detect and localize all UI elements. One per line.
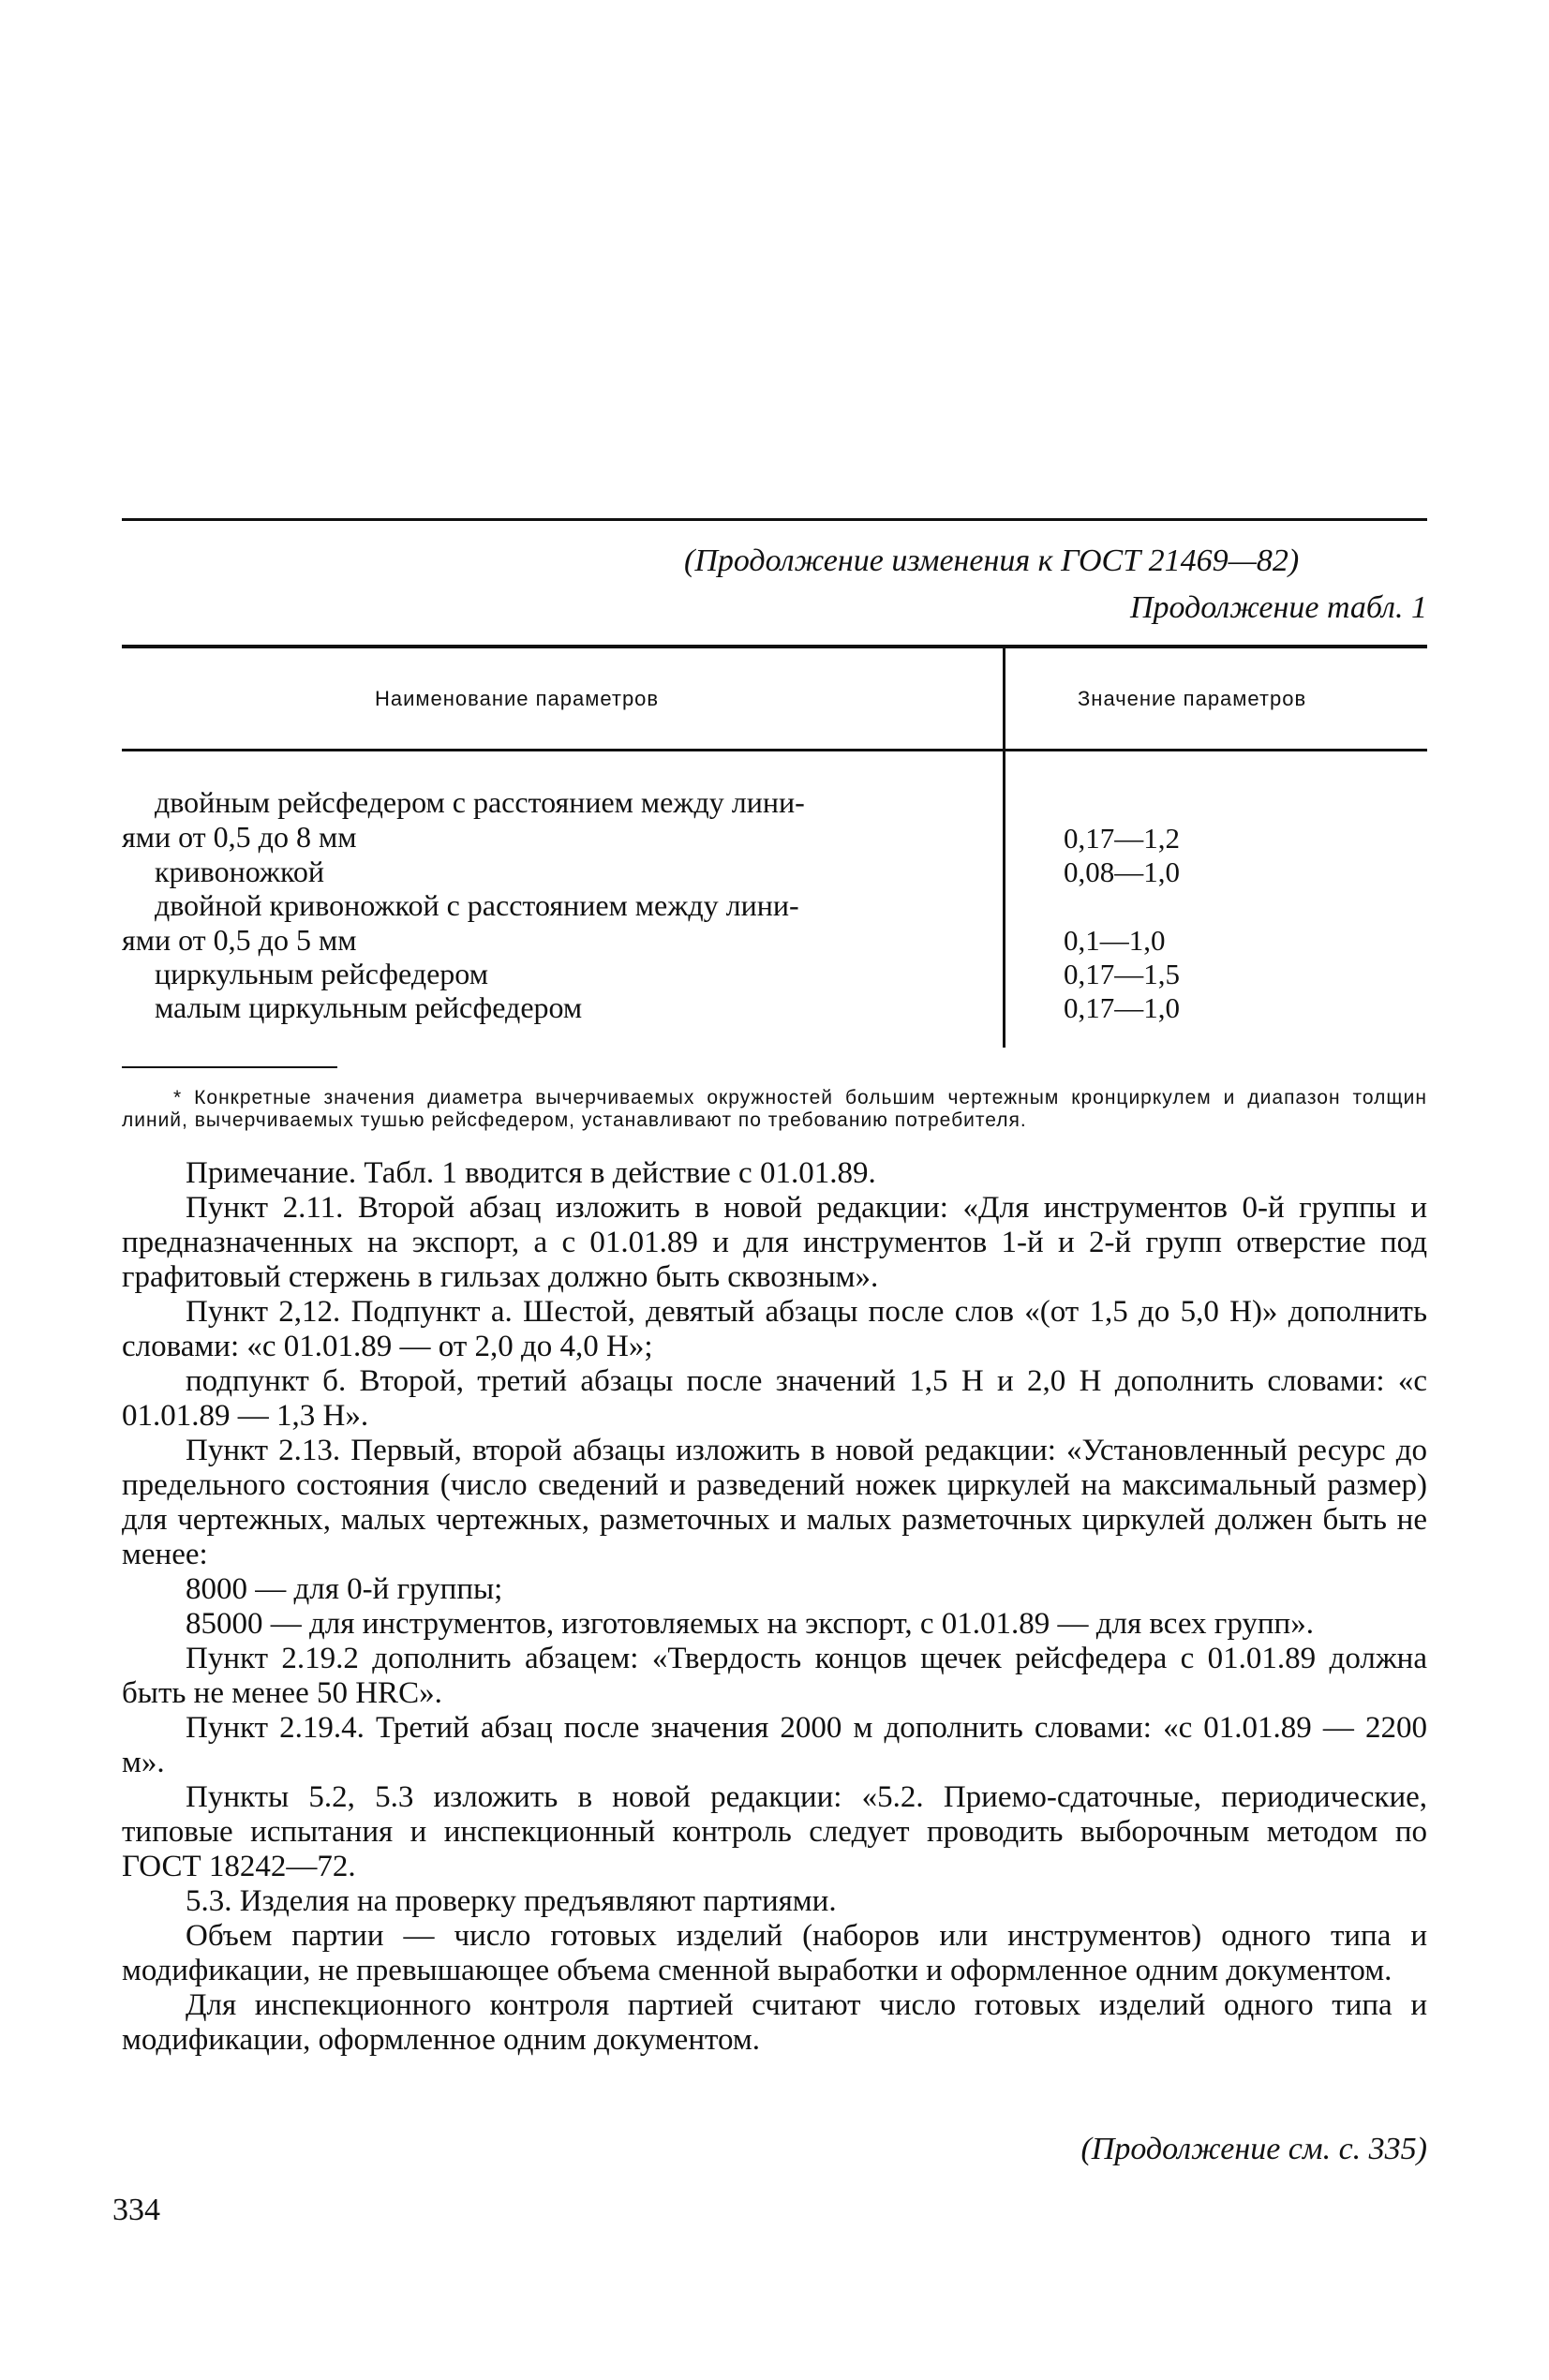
row-label-line: циркульным рейсфедером bbox=[155, 957, 488, 990]
paragraph: подпункт б. Второй, третий абзацы после значений 1,5 Н и 2,0 Н дополнить словами: «с 01.01.89 — 1,3 Н». bbox=[122, 1364, 1427, 1433]
paragraph: 5.3. Изделия на проверку предъявляют партиями. bbox=[186, 1884, 837, 1918]
table-row bbox=[155, 888, 799, 923]
footnote: * Конкретные значения диаметра вычерчиваемых окружностей большим чертежным кронциркулем и диапазон толщин линий, вычерчиваемых тушью рейсфедером, устанавливают по требованию потребителя. bbox=[122, 1087, 1427, 1131]
paragraph: 85000 — для инструментов, изготовляемых на экспорт, с 01.01.89 — для всех групп». bbox=[186, 1607, 1314, 1641]
paragraph: 8000 — для 0-й группы; bbox=[186, 1572, 503, 1606]
table-column-divider bbox=[1003, 647, 1005, 1048]
paragraph: Пункт 2,12. Подпункт а. Шестой, девятый абзацы после слов «(от 1,5 до 5,0 Н)» дополнить словами: «с 01.01.89 — от 2,0 до 4,0 Н»; bbox=[122, 1295, 1427, 1363]
amendment-continuation-header: (Продолжение изменения к ГОСТ 21469—82) bbox=[684, 543, 1300, 578]
paragraph: Пункт 2.13. Первый, второй абзацы изложить в новой редакции: «Установленный ресурс до предельного состояния (число сведений и разведений ножек циркулей на максимальный размер) для чертежных, малых чертежных, разметочных и малых разметочных циркулей должен быть не менее: bbox=[122, 1434, 1427, 1571]
page-number: 334 bbox=[112, 2193, 160, 2227]
table-row bbox=[155, 855, 324, 889]
row-value: 0,17—1,2 bbox=[1064, 822, 1180, 855]
row-label-line: двойным рейсфедером с расстоянием между лини- bbox=[155, 785, 805, 819]
top-rule bbox=[122, 518, 1427, 521]
row-label-line: ями от 0,5 до 5 мм bbox=[122, 923, 357, 957]
amendment-body bbox=[122, 1156, 1427, 2058]
paragraph: Пункты 5.2, 5.3 изложить в новой редакции: «5.2. Приемо-сдаточные, периодические, типовые испытания и инспекционный контроль следует проводить выборочным методом по ГОСТ 18242—72. bbox=[122, 1780, 1427, 1883]
row-label-line: ями от 0,5 до 8 мм bbox=[122, 820, 357, 854]
row-value: 0,17—1,0 bbox=[1064, 991, 1180, 1024]
column-header-name: Наименование параметров bbox=[375, 687, 660, 710]
paragraph: Объем партии — число готовых изделий (наборов или инструментов) одного типа и модификации, не превышающее объема сменной выработки и оформленное одним документом. bbox=[122, 1919, 1427, 1987]
table-row bbox=[155, 957, 488, 991]
table-row bbox=[155, 990, 582, 1025]
paragraph: Пункт 2.19.2 дополнить абзацем: «Твердость концов щечек рейсфедера с 01.01.89 должна быть не менее 50 HRC». bbox=[122, 1642, 1427, 1710]
note-paragraph: Примечание. Табл. 1 вводится в действие с 01.01.89. bbox=[186, 1156, 876, 1190]
footnote-rule bbox=[122, 1066, 337, 1068]
table-header-rule bbox=[122, 749, 1427, 751]
row-value: 0,1—1,0 bbox=[1064, 924, 1166, 957]
row-label-line: малым циркульным рейсфедером bbox=[155, 990, 583, 1024]
table-top-rule bbox=[122, 645, 1427, 648]
table-row-continuation bbox=[122, 820, 356, 855]
column-header-value: Значение параметров bbox=[1078, 687, 1307, 710]
paragraph: Пункт 2.19.4. Третий абзац после значения 2000 м дополнить словами: «с 01.01.89 — 2200 м». bbox=[122, 1711, 1427, 1779]
table-row-continuation bbox=[122, 923, 356, 958]
table-continuation-label: Продолжение табл. 1 bbox=[1129, 590, 1427, 625]
row-value: 0,17—1,5 bbox=[1064, 958, 1180, 990]
row-value: 0,08—1,0 bbox=[1064, 855, 1180, 888]
row-label-line: кривоножкой bbox=[155, 855, 325, 888]
paragraph: Пункт 2.11. Второй абзац изложить в новой редакции: «Для инструментов 0-й группы и предназначенных на экспорт, а с 01.01.89 и для инструментов 1-й и 2-й групп отверстие под графитовый стержень в гильзах должно быть сквозным». bbox=[122, 1191, 1427, 1294]
row-label-line: двойной кривоножкой с расстоянием между лини- bbox=[155, 888, 799, 922]
paragraph: Для инспекционного контроля партией считают число готовых изделий одного типа и модификации, оформленное одним документом. bbox=[122, 1988, 1427, 2057]
table-row bbox=[155, 785, 805, 820]
continued-on-page: (Продолжение см. с. 335) bbox=[1080, 2132, 1427, 2166]
